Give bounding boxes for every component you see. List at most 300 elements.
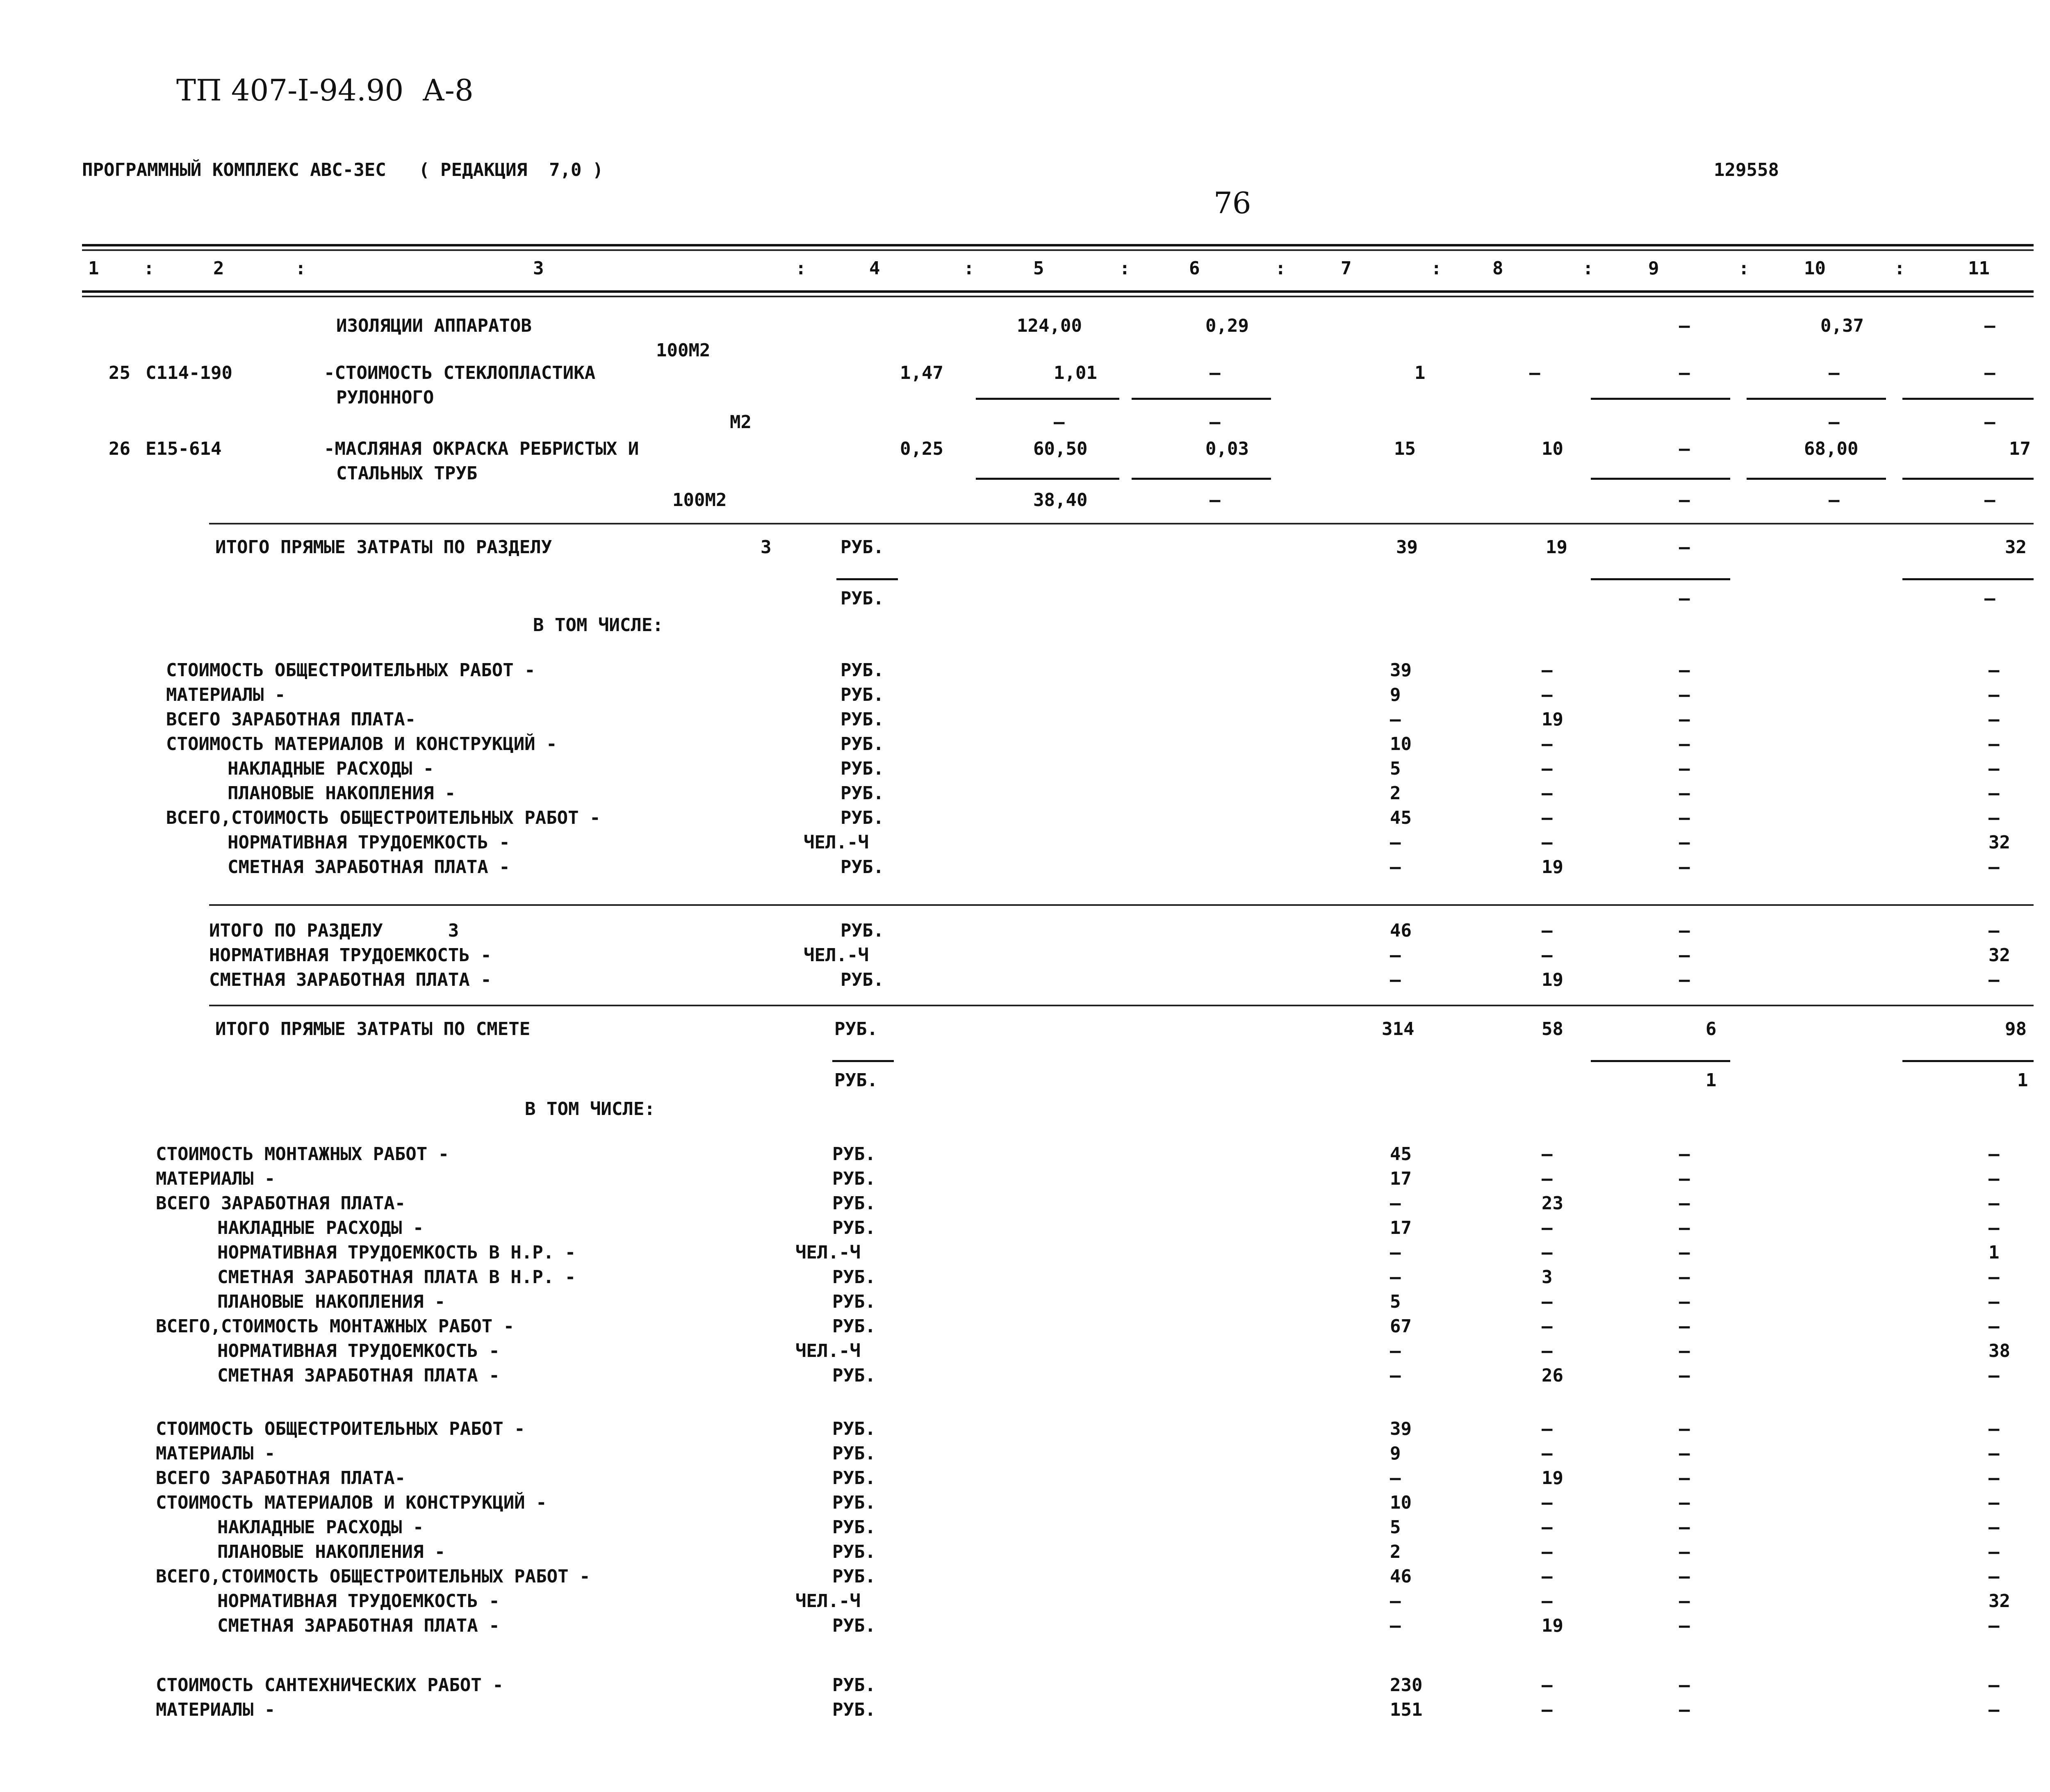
breakdown-value-c7: 151 — [1390, 1699, 1423, 1720]
breakdown-value-c7: 2 — [1390, 783, 1401, 804]
breakdown-value-c7: 9 — [1390, 1443, 1401, 1464]
section-total-underline-c9 — [1591, 578, 1730, 580]
breakdown-value-c9: – — [1679, 660, 1690, 681]
breakdown-label: МАТЕРИАЛЫ - — [156, 1168, 276, 1189]
row-25-sub-c6: – — [1210, 412, 1221, 433]
breakdown-label: ВСЕГО,СТОИМОСТЬ ОБЩЕСТРОИТЕЛЬНЫХ РАБОТ - — [166, 807, 601, 828]
breakdown-value-c9: – — [1679, 1492, 1690, 1513]
breakdown-value-c11: – — [1988, 783, 2000, 804]
row-25-c5: 1,01 — [1054, 363, 1097, 383]
breakdown-value-c7: 39 — [1390, 660, 1412, 681]
breakdown-value-c9: – — [1679, 1468, 1690, 1489]
breakdown-unit: РУБ. — [832, 1365, 876, 1386]
breakdown-label: СТОИМОСТЬ МОНТАЖНЫХ РАБОТ - — [156, 1144, 449, 1165]
estimate-total-sub-c9: 1 — [1706, 1070, 1717, 1091]
breakdown-label: СТОИМОСТЬ САНТЕХНИЧЕСКИХ РАБОТ - — [156, 1675, 503, 1696]
row-26-underline-c10 — [1747, 478, 1886, 480]
column-header-6: 6 — [1189, 258, 1200, 279]
breakdown-value-c9: – — [1679, 1144, 1690, 1165]
breakdown-unit: РУБ. — [840, 920, 884, 941]
estimate-total-underline-c11 — [1902, 1060, 2034, 1062]
breakdown-label: СМЕТНАЯ ЗАРАБОТНАЯ ПЛАТА - — [217, 1365, 500, 1386]
section-total-sub-unit: РУБ. — [840, 588, 884, 609]
row-25-c7: 1 — [1414, 363, 1426, 383]
breakdown-unit: РУБ. — [832, 1517, 876, 1538]
breakdown-value-c11: 32 — [1988, 1591, 2010, 1612]
breakdown-value-c7: 9 — [1390, 684, 1401, 705]
row-25-c8: – — [1529, 363, 1540, 383]
breakdown-label: МАТЕРИАЛЫ - — [156, 1699, 276, 1720]
breakdown-unit: РУБ. — [840, 758, 884, 779]
breakdown-value-c7: – — [1390, 969, 1401, 990]
row-26-c10: 68,00 — [1804, 438, 1859, 459]
breakdown-unit: РУБ. — [832, 1193, 876, 1214]
header-top-rule-2 — [82, 249, 2034, 251]
row-25-name-line1: -СТОИМОСТЬ СТЕКЛОПЛАСТИКА — [324, 363, 596, 383]
breakdown-value-c11: – — [1988, 857, 2000, 878]
breakdown-value-c11: 32 — [1988, 832, 2010, 853]
breakdown-value-c7: – — [1390, 1591, 1401, 1612]
breakdown-label: НОРМАТИВНАЯ ТРУДОЕМКОСТЬ - — [217, 1591, 500, 1612]
row-25-sub-c11: – — [1984, 412, 1995, 433]
breakdown-value-c8: – — [1542, 684, 1553, 705]
breakdown-value-c8: – — [1542, 758, 1553, 779]
breakdown-unit: ЧЕЛ.-Ч — [795, 1591, 861, 1612]
row-insulation-c6: 0,29 — [1205, 315, 1249, 336]
breakdown-label: СТОИМОСТЬ МАТЕРИАЛОВ И КОНСТРУКЦИЙ - — [156, 1492, 547, 1513]
row-25-name-line2: РУЛОННОГО — [336, 387, 434, 408]
breakdown-value-c11: – — [1988, 1699, 2000, 1720]
breakdown-value-c7: – — [1390, 1242, 1401, 1263]
breakdown-value-c11: – — [1988, 660, 2000, 681]
header-bottom-rule — [82, 290, 2034, 293]
breakdown-value-c11: – — [1988, 1517, 2000, 1538]
breakdown-unit: РУБ. — [832, 1267, 876, 1288]
breakdown-value-c8: 19 — [1542, 709, 1563, 730]
row-25-underline-c5 — [976, 398, 1119, 400]
row-insulation-c5: 124,00 — [1017, 315, 1082, 336]
column-header-5: 5 — [1033, 258, 1044, 279]
breakdown-value-c11: – — [1988, 1468, 2000, 1489]
breakdown-value-c7: 10 — [1390, 1492, 1412, 1513]
program-header: ПРОГРАММНЫЙ КОМПЛЕКС АВС-3ЕС ( РЕДАКЦИЯ 7,0 ) — [82, 160, 604, 180]
row-25-sub-c10: – — [1829, 412, 1840, 433]
column-header-11: 11 — [1968, 258, 1990, 279]
column-separator: : — [144, 258, 155, 279]
breakdown-label: НОРМАТИВНАЯ ТРУДОЕМКОСТЬ В Н.Р. - — [217, 1242, 576, 1263]
row-26-underline-c5 — [976, 478, 1119, 480]
breakdown-value-c11: – — [1988, 1443, 2000, 1464]
breakdown-value-c7: – — [1390, 1468, 1401, 1489]
breakdown-label: НОРМАТИВНАЯ ТРУДОЕМКОСТЬ - — [228, 832, 510, 853]
section-total-value-c7: 39 — [1396, 537, 1418, 558]
breakdown-unit: РУБ. — [840, 709, 884, 730]
breakdown-value-c8: 19 — [1542, 1468, 1563, 1489]
breakdown-value-c7: – — [1390, 1267, 1401, 1288]
column-header-2: 2 — [213, 258, 224, 279]
breakdown-value-c11: – — [1988, 1267, 2000, 1288]
breakdown-value-c9: – — [1679, 1316, 1690, 1337]
breakdown-value-c11: – — [1988, 734, 2000, 755]
breakdown-value-c11: – — [1988, 1217, 2000, 1238]
breakdown-value-c7: 5 — [1390, 1517, 1401, 1538]
breakdown-value-c8: – — [1542, 945, 1553, 966]
breakdown-value-c11: 38 — [1988, 1341, 2010, 1361]
column-separator: : — [795, 258, 806, 279]
breakdown-unit: РУБ. — [840, 684, 884, 705]
breakdown-value-c7: 230 — [1390, 1675, 1423, 1696]
row-26-c5: 60,50 — [1033, 438, 1088, 459]
row-26-c8: 10 — [1542, 438, 1563, 459]
breakdown-value-c9: – — [1679, 1591, 1690, 1612]
row-26-name-line2: СТАЛЬНЫХ ТРУБ — [336, 463, 478, 484]
breakdown-value-c9: – — [1679, 1418, 1690, 1439]
breakdown-value-c11: – — [1988, 1566, 2000, 1587]
breakdown-value-c11: – — [1988, 920, 2000, 941]
section-rule-3 — [209, 1005, 2034, 1006]
breakdown-value-c7: 45 — [1390, 1144, 1412, 1165]
breakdown-value-c8: – — [1542, 734, 1553, 755]
breakdown-value-c8: 3 — [1542, 1267, 1553, 1288]
section-total-unit: РУБ. — [840, 537, 884, 558]
breakdown-value-c11: – — [1988, 1316, 2000, 1337]
breakdown-unit: РУБ. — [840, 969, 884, 990]
header-bottom-rule-2 — [82, 296, 2034, 297]
breakdown-value-c8: – — [1542, 783, 1553, 804]
breakdown-value-c8: – — [1542, 1168, 1553, 1189]
breakdown-label: МАТЕРИАЛЫ - — [156, 1443, 276, 1464]
breakdown-value-c9: – — [1679, 1341, 1690, 1361]
breakdown-value-c9: – — [1679, 1541, 1690, 1562]
breakdown-label: НАКЛАДНЫЕ РАСХОДЫ - — [217, 1517, 424, 1538]
row-25-underline-c10 — [1747, 398, 1886, 400]
breakdown-value-c9: – — [1679, 1443, 1690, 1464]
breakdown-value-c11: – — [1988, 758, 2000, 779]
breakdown-value-c11: – — [1988, 1144, 2000, 1165]
row-26-c6: 0,03 — [1205, 438, 1249, 459]
column-separator: : — [1894, 258, 1905, 279]
breakdown-label: ПЛАНОВЫЕ НАКОПЛЕНИЯ - — [228, 783, 456, 804]
row-25-c11: – — [1984, 363, 1995, 383]
breakdown-value-c7: 45 — [1390, 807, 1412, 828]
section-total-underline-c11 — [1902, 578, 2034, 580]
breakdown-value-c8: – — [1542, 1341, 1553, 1361]
row-insulation-c11: – — [1984, 315, 1995, 336]
breakdown-value-c9: – — [1679, 758, 1690, 779]
breakdown-label: СМЕТНАЯ ЗАРАБОТНАЯ ПЛАТА - — [209, 969, 492, 990]
breakdown-value-c7: 17 — [1390, 1217, 1412, 1238]
row-26-sub-c11: – — [1984, 490, 1995, 511]
breakdown-value-c11: – — [1988, 709, 2000, 730]
in-that-number-heading-2: В ТОМ ЧИСЛЕ: — [525, 1099, 655, 1119]
row-26-c11: 17 — [2009, 438, 2031, 459]
breakdown-value-c8: – — [1542, 1591, 1553, 1612]
row-insulation-unit: 100М2 — [656, 340, 711, 361]
breakdown-value-c9: – — [1679, 1217, 1690, 1238]
breakdown-value-c9: – — [1679, 709, 1690, 730]
breakdown-unit: РУБ. — [840, 660, 884, 681]
row-26-sub-c9: – — [1679, 490, 1690, 511]
breakdown-value-c9: – — [1679, 1193, 1690, 1214]
breakdown-value-c11: – — [1988, 1291, 2000, 1312]
breakdown-value-c9: – — [1679, 969, 1690, 990]
section-rule-2 — [209, 904, 2034, 906]
estimate-total-sub-unit: РУБ. — [834, 1070, 878, 1091]
breakdown-value-c7: – — [1390, 832, 1401, 853]
breakdown-unit: РУБ. — [832, 1291, 876, 1312]
breakdown-value-c7: 10 — [1390, 734, 1412, 755]
breakdown-label: НАКЛАДНЫЕ РАСХОДЫ - — [228, 758, 434, 779]
breakdown-value-c11: – — [1988, 1675, 2000, 1696]
row-26-number: 26 — [109, 438, 130, 459]
breakdown-unit: РУБ. — [832, 1675, 876, 1696]
breakdown-unit: РУБ. — [832, 1699, 876, 1720]
breakdown-label: ВСЕГО ЗАРАБОТНАЯ ПЛАТА- — [166, 709, 416, 730]
breakdown-value-c11: – — [1988, 1492, 2000, 1513]
breakdown-label: МАТЕРИАЛЫ - — [166, 684, 286, 705]
breakdown-value-c11: – — [1988, 1418, 2000, 1439]
estimate-total-underline-unit — [832, 1060, 894, 1062]
row-insulation-c10: 0,37 — [1820, 315, 1864, 336]
estimate-total-underline-c9 — [1591, 1060, 1730, 1062]
column-separator: : — [1275, 258, 1286, 279]
breakdown-value-c11: – — [1988, 1615, 2000, 1636]
breakdown-value-c7: 46 — [1390, 920, 1412, 941]
row-26-c4: 0,25 — [900, 438, 943, 459]
breakdown-value-c7: 67 — [1390, 1316, 1412, 1337]
row-26-c9: – — [1679, 438, 1690, 459]
document-reference: ТП 407-I-94.90 А-8 — [176, 73, 474, 107]
breakdown-value-c9: – — [1679, 684, 1690, 705]
breakdown-value-c9: – — [1679, 857, 1690, 878]
breakdown-label: СТОИМОСТЬ ОБЩЕСТРОИТЕЛЬНЫХ РАБОТ - — [156, 1418, 525, 1439]
breakdown-value-c9: – — [1679, 1365, 1690, 1386]
breakdown-value-c8: 26 — [1542, 1365, 1563, 1386]
breakdown-unit: РУБ. — [832, 1418, 876, 1439]
estimate-total-unit: РУБ. — [834, 1019, 878, 1040]
row-25-c10: – — [1829, 363, 1840, 383]
breakdown-value-c7: – — [1390, 1615, 1401, 1636]
breakdown-label: ВСЕГО,СТОИМОСТЬ ОБЩЕСТРОИТЕЛЬНЫХ РАБОТ - — [156, 1566, 590, 1587]
column-header-4: 4 — [869, 258, 880, 279]
breakdown-value-c8: – — [1542, 1291, 1553, 1312]
breakdown-value-c8: – — [1542, 1144, 1553, 1165]
breakdown-unit: РУБ. — [840, 857, 884, 878]
breakdown-label: ПЛАНОВЫЕ НАКОПЛЕНИЯ - — [217, 1291, 446, 1312]
breakdown-label: ИТОГО ПО РАЗДЕЛУ 3 — [209, 920, 459, 941]
breakdown-value-c9: – — [1679, 1699, 1690, 1720]
row-25-c9: – — [1679, 363, 1690, 383]
breakdown-unit: РУБ. — [840, 807, 884, 828]
breakdown-label: СТОИМОСТЬ ОБЩЕСТРОИТЕЛЬНЫХ РАБОТ - — [166, 660, 535, 681]
breakdown-value-c8: – — [1542, 660, 1553, 681]
section-total-sub-c9: – — [1679, 588, 1690, 609]
breakdown-value-c7: – — [1390, 1341, 1401, 1361]
breakdown-value-c7: – — [1390, 857, 1401, 878]
breakdown-value-c8: – — [1542, 1492, 1553, 1513]
breakdown-unit: РУБ. — [840, 734, 884, 755]
breakdown-unit: РУБ. — [840, 783, 884, 804]
breakdown-value-c9: – — [1679, 945, 1690, 966]
breakdown-value-c9: – — [1679, 1168, 1690, 1189]
breakdown-value-c8: 19 — [1542, 1615, 1563, 1636]
row-26-code: Е15-614 — [146, 438, 222, 459]
breakdown-label: НОРМАТИВНАЯ ТРУДОЕМКОСТЬ - — [209, 945, 492, 966]
section-total-value-c11: 32 — [2005, 537, 2027, 558]
breakdown-label: НАКЛАДНЫЕ РАСХОДЫ - — [217, 1217, 424, 1238]
breakdown-value-c11: – — [1988, 684, 2000, 705]
breakdown-unit: РУБ. — [832, 1316, 876, 1337]
row-25-underline-c6 — [1132, 398, 1271, 400]
breakdown-value-c9: – — [1679, 1675, 1690, 1696]
row-25-c4: 1,47 — [900, 363, 943, 383]
row-26-name-line1: -МАСЛЯНАЯ ОКРАСКА РЕБРИСТЫХ И — [324, 438, 639, 459]
breakdown-label: НОРМАТИВНАЯ ТРУДОЕМКОСТЬ - — [217, 1341, 500, 1361]
section-total-value-c9: – — [1679, 537, 1690, 558]
breakdown-value-c7: 5 — [1390, 1291, 1401, 1312]
section-total-number: 3 — [761, 537, 772, 558]
column-header-9: 9 — [1648, 258, 1659, 279]
breakdown-value-c7: – — [1390, 945, 1401, 966]
column-header-3: 3 — [533, 258, 544, 279]
estimate-total-c7: 314 — [1382, 1019, 1414, 1040]
breakdown-unit: ЧЕЛ.-Ч — [795, 1242, 861, 1263]
breakdown-label: ВСЕГО ЗАРАБОТНАЯ ПЛАТА- — [156, 1468, 406, 1489]
breakdown-unit: РУБ. — [832, 1144, 876, 1165]
row-26-sub-c5: 38,40 — [1033, 490, 1088, 511]
breakdown-value-c7: 39 — [1390, 1418, 1412, 1439]
breakdown-value-c9: – — [1679, 783, 1690, 804]
row-26-underline-c11 — [1902, 478, 2034, 480]
breakdown-value-c8: – — [1542, 1541, 1553, 1562]
breakdown-label: ПЛАНОВЫЕ НАКОПЛЕНИЯ - — [217, 1541, 446, 1562]
breakdown-value-c7: – — [1390, 1193, 1401, 1214]
breakdown-value-c7: 17 — [1390, 1168, 1412, 1189]
breakdown-value-c11: 32 — [1988, 945, 2010, 966]
breakdown-label: ВСЕГО,СТОИМОСТЬ МОНТАЖНЫХ РАБОТ - — [156, 1316, 515, 1337]
section-total-underline-unit — [836, 578, 898, 580]
breakdown-unit: РУБ. — [832, 1615, 876, 1636]
estimate-total-c9: 6 — [1706, 1019, 1717, 1040]
breakdown-unit: РУБ. — [832, 1541, 876, 1562]
breakdown-value-c7: – — [1390, 709, 1401, 730]
row-26-sub-c10: – — [1829, 490, 1840, 511]
row-25-underline-c11 — [1902, 398, 2034, 400]
column-separator: : — [1738, 258, 1749, 279]
section-total-sub-c11: – — [1984, 588, 1995, 609]
breakdown-value-c9: – — [1679, 832, 1690, 853]
section-rule-1 — [209, 523, 2034, 524]
section-total-label: ИТОГО ПРЯМЫЕ ЗАТРАТЫ ПО РАЗДЕЛУ — [215, 537, 552, 558]
estimate-total-label: ИТОГО ПРЯМЫЕ ЗАТРАТЫ ПО СМЕТЕ — [215, 1019, 531, 1040]
breakdown-unit: РУБ. — [832, 1468, 876, 1489]
breakdown-label: СМЕТНАЯ ЗАРАБОТНАЯ ПЛАТА В Н.Р. - — [217, 1267, 576, 1288]
row-26-underline-c6 — [1132, 478, 1271, 480]
column-header-10: 10 — [1804, 258, 1826, 279]
breakdown-value-c11: – — [1988, 969, 2000, 990]
estimate-total-c11: 98 — [2005, 1019, 2027, 1040]
estimate-total-sub-c11: 1 — [2017, 1070, 2028, 1091]
row-insulation-name: ИЗОЛЯЦИИ АППАРАТОВ — [336, 315, 532, 336]
breakdown-value-c11: – — [1988, 1193, 2000, 1214]
breakdown-value-c11: – — [1988, 807, 2000, 828]
row-25-sub-c5: – — [1054, 412, 1065, 433]
column-separator: : — [1431, 258, 1442, 279]
breakdown-value-c8: – — [1542, 1517, 1553, 1538]
breakdown-value-c8: 19 — [1542, 969, 1563, 990]
breakdown-value-c8: 23 — [1542, 1193, 1563, 1214]
breakdown-value-c9: – — [1679, 807, 1690, 828]
breakdown-value-c9: – — [1679, 1615, 1690, 1636]
breakdown-value-c8: – — [1542, 1566, 1553, 1587]
row-26-c7: 15 — [1394, 438, 1416, 459]
column-separator: : — [1119, 258, 1130, 279]
breakdown-value-c9: – — [1679, 1267, 1690, 1288]
breakdown-value-c9: – — [1679, 920, 1690, 941]
breakdown-value-c11: – — [1988, 1541, 2000, 1562]
in-that-number-heading-1: В ТОМ ЧИСЛЕ: — [533, 615, 663, 636]
document-number: 129558 — [1714, 160, 1779, 180]
breakdown-value-c9: – — [1679, 1517, 1690, 1538]
column-header-7: 7 — [1341, 258, 1352, 279]
breakdown-value-c8: 19 — [1542, 857, 1563, 878]
breakdown-unit: РУБ. — [832, 1492, 876, 1513]
row-25-unit: М2 — [730, 412, 752, 433]
breakdown-value-c9: – — [1679, 734, 1690, 755]
breakdown-value-c9: – — [1679, 1291, 1690, 1312]
row-26-sub-c6: – — [1210, 490, 1221, 511]
column-separator: : — [1583, 258, 1594, 279]
column-separator: : — [963, 258, 975, 279]
breakdown-unit: ЧЕЛ.-Ч — [795, 1341, 861, 1361]
header-top-rule — [82, 244, 2034, 246]
breakdown-label: СТОИМОСТЬ МАТЕРИАЛОВ И КОНСТРУКЦИЙ - — [166, 734, 557, 755]
breakdown-value-c11: – — [1988, 1168, 2000, 1189]
breakdown-value-c9: – — [1679, 1242, 1690, 1263]
row-26-unit: 100М2 — [672, 490, 727, 511]
breakdown-unit: РУБ. — [832, 1217, 876, 1238]
breakdown-value-c11: – — [1988, 1365, 2000, 1386]
breakdown-value-c7: 46 — [1390, 1566, 1412, 1587]
row-25-underline-c9 — [1591, 398, 1730, 400]
breakdown-value-c7: – — [1390, 1365, 1401, 1386]
breakdown-label: СМЕТНАЯ ЗАРАБОТНАЯ ПЛАТА - — [228, 857, 510, 878]
breakdown-unit: РУБ. — [832, 1443, 876, 1464]
breakdown-value-c7: 2 — [1390, 1541, 1401, 1562]
row-insulation-c9: – — [1679, 315, 1690, 336]
breakdown-unit: ЧЕЛ.-Ч — [804, 945, 869, 966]
row-25-code: С114-190 — [146, 363, 232, 383]
column-header-1: 1 — [88, 258, 99, 279]
breakdown-value-c8: – — [1542, 1217, 1553, 1238]
row-25-c6: – — [1210, 363, 1221, 383]
breakdown-value-c9: – — [1679, 1566, 1690, 1587]
column-header-8: 8 — [1492, 258, 1503, 279]
breakdown-value-c8: – — [1542, 1675, 1553, 1696]
breakdown-value-c11: 1 — [1988, 1242, 2000, 1263]
breakdown-value-c8: – — [1542, 1418, 1553, 1439]
breakdown-value-c8: – — [1542, 920, 1553, 941]
column-separator: : — [295, 258, 306, 279]
breakdown-unit: РУБ. — [832, 1168, 876, 1189]
breakdown-value-c8: – — [1542, 1242, 1553, 1263]
breakdown-unit: ЧЕЛ.-Ч — [804, 832, 869, 853]
breakdown-label: ВСЕГО ЗАРАБОТНАЯ ПЛАТА- — [156, 1193, 406, 1214]
breakdown-value-c8: – — [1542, 1316, 1553, 1337]
breakdown-label: СМЕТНАЯ ЗАРАБОТНАЯ ПЛАТА - — [217, 1615, 500, 1636]
page-number: 76 — [1214, 186, 1251, 220]
breakdown-unit: РУБ. — [832, 1566, 876, 1587]
